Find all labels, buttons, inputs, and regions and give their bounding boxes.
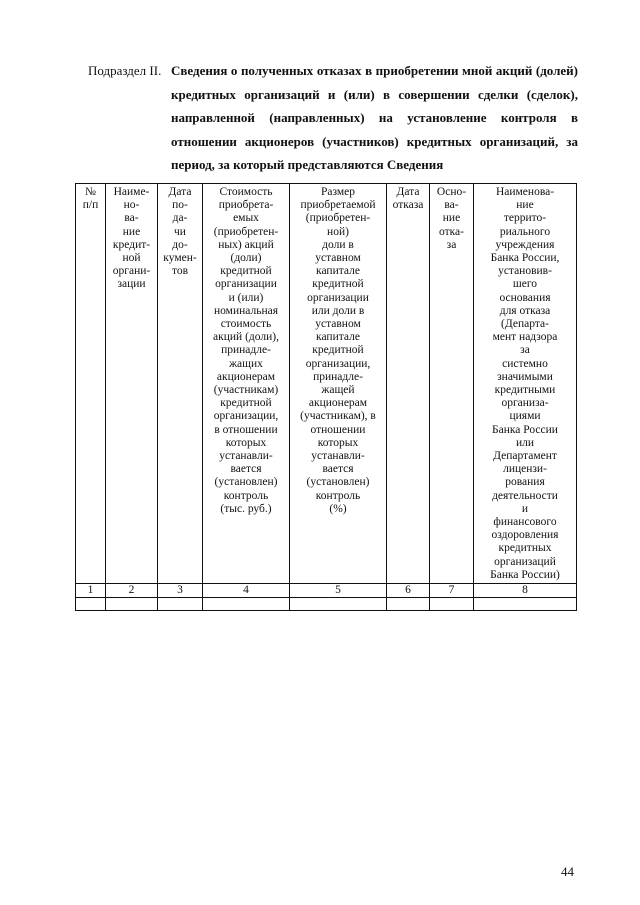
empty-entry-row — [76, 598, 577, 611]
empty-cell — [76, 598, 106, 611]
refusals-table — [75, 183, 577, 611]
column-number: 4 — [203, 584, 290, 598]
column-number: 7 — [430, 584, 474, 598]
empty-cell — [387, 598, 430, 611]
empty-cell — [106, 598, 158, 611]
subsection-title: Сведения о полученных отказах в приобретении мной акций (долей) кредитных организаций и (или) в совершении сделки (сделок), направленной (направленных) на установление контроля в отношении акционеров (участников) кредитных организаций, за период, за который представляются Сведения — [171, 63, 578, 172]
empty-cell — [474, 598, 577, 611]
column-number: 2 — [106, 584, 158, 598]
column-number: 8 — [474, 584, 577, 598]
column-number: 3 — [158, 584, 203, 598]
column-number: 6 — [387, 584, 430, 598]
subsection-heading — [88, 59, 578, 177]
col-header-organization-name: Наиме- но- ва- ние кредит- ной органи- зации — [106, 184, 158, 584]
empty-cell — [290, 598, 387, 611]
subsection-label: Подраздел II. — [88, 63, 162, 78]
col-header-territorial-office: Наименова- ние террито- риального учреждения Банка России, установив- шего основания для отказа (Департа- мент надзора за системно значимыми кредитными организа- циями Банка России или Департамент лицензи- рования деятельности и финансового оздоровления кредитных организаций Банка России) — [474, 184, 577, 584]
column-number: 5 — [290, 584, 387, 598]
col-header-share-size: Размер приобретаемой (приобретен- ной) доли в уставном капитале кредитной организации или доли в уставном капитале кредитной организации, принадле- жащей акционерам (участникам), в отношении которых устанавли- вается (установлен) контроль (%) — [290, 184, 387, 584]
empty-cell — [158, 598, 203, 611]
header-row — [76, 184, 577, 584]
col-header-share-value: Стоимость приобрета- емых (приобретен- ных) акций (доли) кредитной организации и (или) номинальная стоимость акций (доли), принадле- жащих акционерам (участникам) кредитной организации, в отношении которых устанавли- вается (установлен) контроль (тыс. руб.) — [203, 184, 290, 584]
empty-cell — [203, 598, 290, 611]
column-number: 1 — [76, 584, 106, 598]
col-header-number: № п/п — [76, 184, 106, 584]
col-header-refusal-reason: Осно- ва- ние отка- за — [430, 184, 474, 584]
col-header-submission-date: Дата по- да- чи до- кумен- тов — [158, 184, 203, 584]
col-header-refusal-date: Дата отказа — [387, 184, 430, 584]
column-number-row — [76, 584, 577, 598]
empty-cell — [430, 598, 474, 611]
page-number: 44 — [561, 864, 574, 879]
